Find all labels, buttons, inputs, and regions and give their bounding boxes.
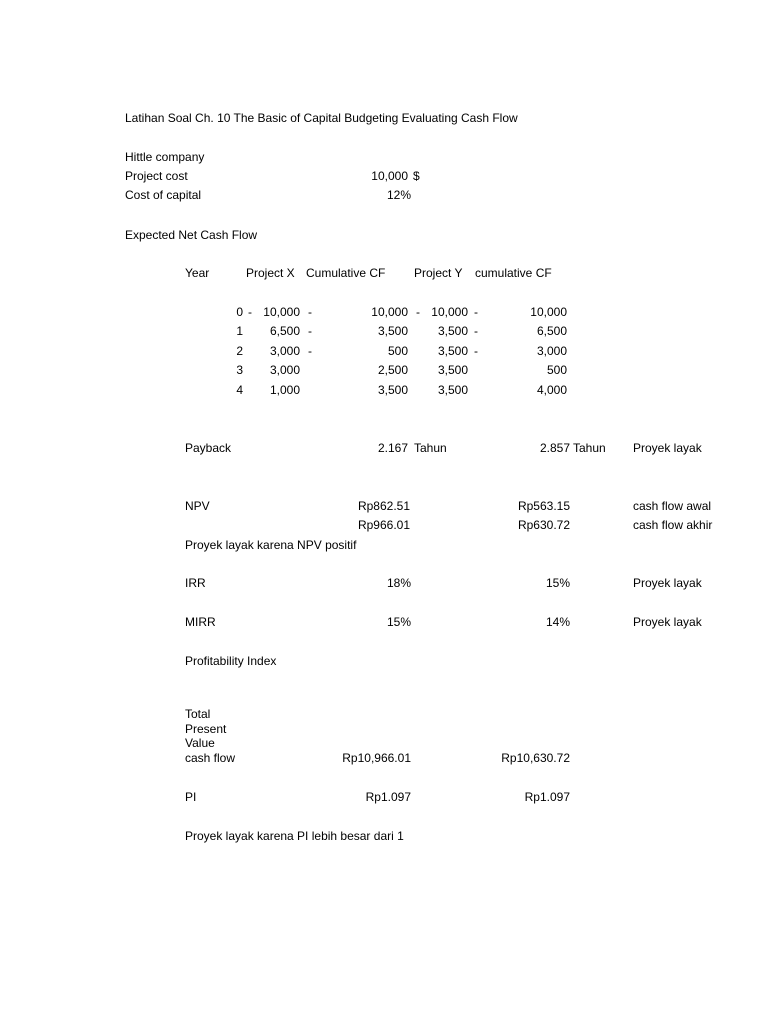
pi-label: PI [185, 790, 197, 804]
npv-x-initial: Rp862.51 [357, 499, 410, 513]
cost-of-capital-value: 12% [386, 188, 411, 202]
project-cost-unit: $ [413, 169, 420, 183]
npv-y-final: Rp630.72 [517, 518, 570, 532]
payback-y-unit: Tahun [573, 441, 606, 455]
cell-cumulative-y: 4,000 [536, 383, 567, 397]
project-cost-label: Project cost [125, 169, 188, 183]
npv-note-final: cash flow akhir [633, 518, 713, 532]
pi-y-value: Rp1.097 [524, 790, 570, 804]
cell-project-y: 3,500 [437, 383, 468, 397]
payback-x-unit: Tahun [414, 441, 447, 455]
cell-sign: - [308, 305, 312, 319]
payback-x-value: 2.167 [377, 441, 408, 455]
cell-sign: - [308, 344, 312, 358]
irr-x-value: 18% [386, 576, 411, 590]
cell-year: 4 [236, 383, 243, 397]
pi-heading: Profitability Index [185, 654, 277, 668]
irr-note: Proyek layak [633, 576, 702, 590]
tpv-label-line4: cash flow [185, 751, 236, 765]
cell-project-y: 10,000 [431, 305, 468, 319]
cell-cumulative-y: 10,000 [530, 305, 567, 319]
mirr-x-value: 15% [386, 615, 411, 629]
cell-cumulative-x: 500 [387, 344, 408, 358]
npv-note-initial: cash flow awal [633, 499, 712, 513]
cell-cumulative-x: 2,500 [377, 363, 408, 377]
cell-project-x: 1,000 [269, 383, 300, 397]
cell-project-x: 3,000 [269, 344, 300, 358]
cell-sign: - [416, 305, 420, 319]
cell-project-y: 3,500 [437, 363, 468, 377]
header-project-y: Project Y [414, 266, 463, 280]
payback-y-value: 2.857 [539, 441, 570, 455]
cell-year: 1 [236, 324, 243, 338]
document-title: Latihan Soal Ch. 10 The Basic of Capital Budgeting Evaluating Cash Flow [125, 111, 518, 125]
cell-sign: - [474, 305, 478, 319]
cell-project-x: 10,000 [263, 305, 300, 319]
header-cumulative-y: cumulative CF [475, 266, 552, 280]
tpv-label-line2: Present [185, 722, 227, 736]
npv-label: NPV [185, 499, 210, 513]
tpv-label-line1: Total [185, 707, 211, 721]
cell-cumulative-y: 6,500 [536, 324, 567, 338]
cell-project-x: 6,500 [269, 324, 300, 338]
cell-sign: - [474, 344, 478, 358]
pi-x-value: Rp1.097 [365, 790, 411, 804]
irr-y-value: 15% [545, 576, 570, 590]
cell-project-y: 3,500 [437, 324, 468, 338]
section-heading: Expected Net Cash Flow [125, 228, 258, 242]
mirr-y-value: 14% [545, 615, 570, 629]
npv-x-final: Rp966.01 [357, 518, 410, 532]
header-project-x: Project X [246, 266, 295, 280]
tpv-label-line3: Value [185, 736, 215, 750]
cell-sign: - [474, 324, 478, 338]
npv-y-initial: Rp563.15 [517, 499, 570, 513]
irr-label: IRR [185, 576, 206, 590]
tpv-y-value: Rp10,630.72 [501, 751, 570, 765]
cost-of-capital-label: Cost of capital [125, 188, 202, 202]
cell-cumulative-x: 10,000 [371, 305, 408, 319]
header-year: Year [185, 266, 210, 280]
pi-conclusion: Proyek layak karena PI lebih besar dari 1 [185, 829, 404, 843]
project-cost-value: 10,000 [371, 169, 408, 183]
cell-sign: - [248, 305, 252, 319]
cell-cumulative-x: 3,500 [377, 324, 408, 338]
tpv-x-value: Rp10,966.01 [342, 751, 411, 765]
payback-note: Proyek layak [633, 441, 702, 455]
cell-cumulative-y: 3,000 [536, 344, 567, 358]
mirr-label: MIRR [185, 615, 216, 629]
cell-cumulative-y: 500 [546, 363, 567, 377]
npv-conclusion: Proyek layak karena NPV positif [185, 538, 357, 552]
cell-year: 2 [236, 344, 243, 358]
header-cumulative-x: Cumulative CF [306, 266, 386, 280]
payback-label: Payback [185, 441, 232, 455]
cell-year: 3 [236, 363, 243, 377]
cell-sign: - [308, 324, 312, 338]
cell-year: 0 [236, 305, 243, 319]
cell-cumulative-x: 3,500 [377, 383, 408, 397]
cell-project-x: 3,000 [269, 363, 300, 377]
cell-project-y: 3,500 [437, 344, 468, 358]
company-name: Hittle company [125, 150, 205, 164]
mirr-note: Proyek layak [633, 615, 702, 629]
